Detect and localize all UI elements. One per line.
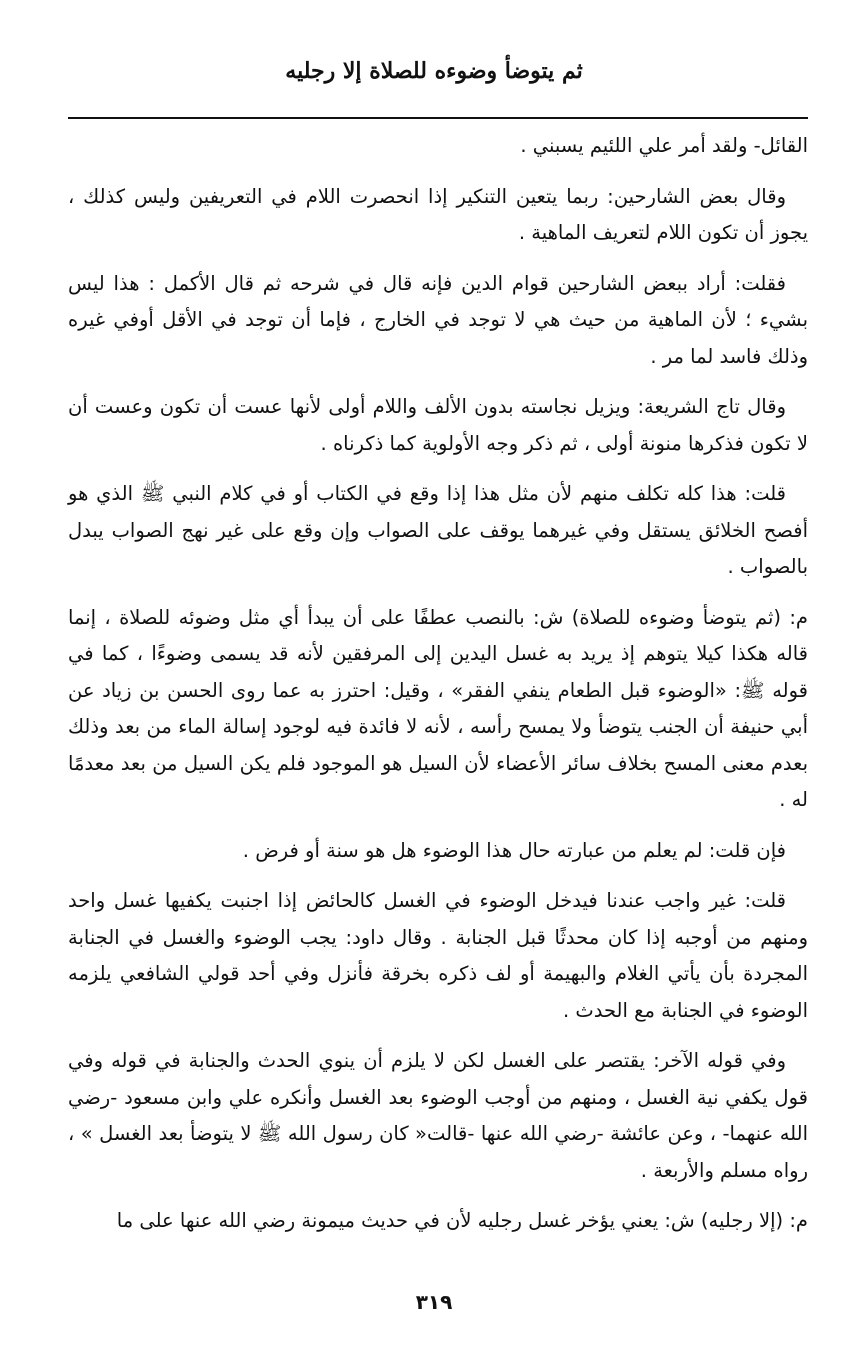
paragraph-10: م: (إلا رجليه) ش: يعني يؤخر غسل رجليه لأن في حديث ميمونة رضي الله عنها على ما <box>116 1209 808 1232</box>
paragraph-4: وقال تاج الشريعة: ويزيل نجاسته بدون الألف واللام أولى لأنها عست أن تكون وعست أن لا تكون فذكرها منونة أولى ، ثم ذكر وجه الأولوية كما ذكرناه . <box>68 395 808 455</box>
paragraph-6: م: (ثم يتوضأ وضوءه للصلاة) ش: بالنصب عطفًا على أن يبدأ أي مثل وضوئه للصلاة ، إنما قاله هكذا كيلا يتوهم إذ يريد به غسل اليدين إلى المرفقين لأنه قد يسمى وضوءًا ، كما في قوله ﷺ: «الوضوء قبل الطعام ينفي الفقر» ، وقيل: احترز به عما روى الحسن بن زياد عن أبي حنيفة أن الجنب يتوضأ ولا يمسح رأسه ، لأنه لا فائدة فيه لوجود إسالة الماء من بعد وذلك بعدم معنى المسح بخلاف سائر الأعضاء لأن السيل هو الموجود فلم يكن السيل من بعد معدمًا له . <box>68 605 808 811</box>
paragraph-1: القائل- ولقد أمر علي اللئيم يسبني . <box>520 134 808 157</box>
running-header: ثم يتوضأ وضوءه للصلاة إلا رجليه <box>285 58 583 84</box>
page-number: ٣١٩ <box>415 1290 453 1314</box>
paragraph-8: قلت: غير واجب عندنا فيدخل الوضوء في الغسل كالحائض إذا اجنبت يكفيها غسل واحد ومنهم من أوجبه إذا كان محدثًا قبل الجنابة . وقال داود: يجب الوضوء والغسل في الجنابة المجردة بأن يأتي الغلام والبهيمة أو لف ذكره بخرقة فأنزل وفي أحد قولي الشافعي يلزمه الوضوء في الجنابة مع الحدث . <box>68 889 808 1022</box>
paragraph-5: قلت: هذا كله تكلف منهم لأن مثل هذا إذا وقع في الكتاب أو في كلام النبي ﷺ الذي هو أفصح الخلائق يستقل وفي غيرهما يوقف على الصواب وإن وقع على غير نهج الصواب يبدل بالصواب . <box>68 482 808 578</box>
paragraph-2: وقال بعض الشارحين: ربما يتعين التنكير إذا انحصرت اللام في التعريفين وليس كذلك ، يجوز أن تكون اللام لتعريف الماهية . <box>68 184 808 244</box>
page-body <box>68 128 808 1254</box>
header-rule <box>68 117 808 119</box>
paragraph-3: فقلت: أراد ببعض الشارحين قوام الدين فإنه قال في شرحه ثم قال الأكمل : هذا ليس بشيء ؛ لأن الماهية من حيث هي لا توجد في الخارج ، فإما أن توجد في الأقل أوفي غيره وذلك فاسد لما مر . <box>68 271 808 368</box>
paragraph-7: فإن قلت: لم يعلم من عبارته حال هذا الوضوء هل هو سنة أو فرض . <box>242 838 786 862</box>
paragraph-9: وفي قوله الآخر: يقتصر على الغسل لكن لا يلزم أن ينوي الحدث والجنابة في قوله وفي قول يكفي نية الغسل ، ومنهم من أوجب الوضوء بعد الغسل وأنكره علي وابن مسعود -رضي الله عنهما- ، وعن عائشة -رضي الله عنها -قالت« كان رسول الله ﷺ لا يتوضأ بعد الغسل » ، رواه مسلم والأربعة . <box>68 1049 808 1182</box>
